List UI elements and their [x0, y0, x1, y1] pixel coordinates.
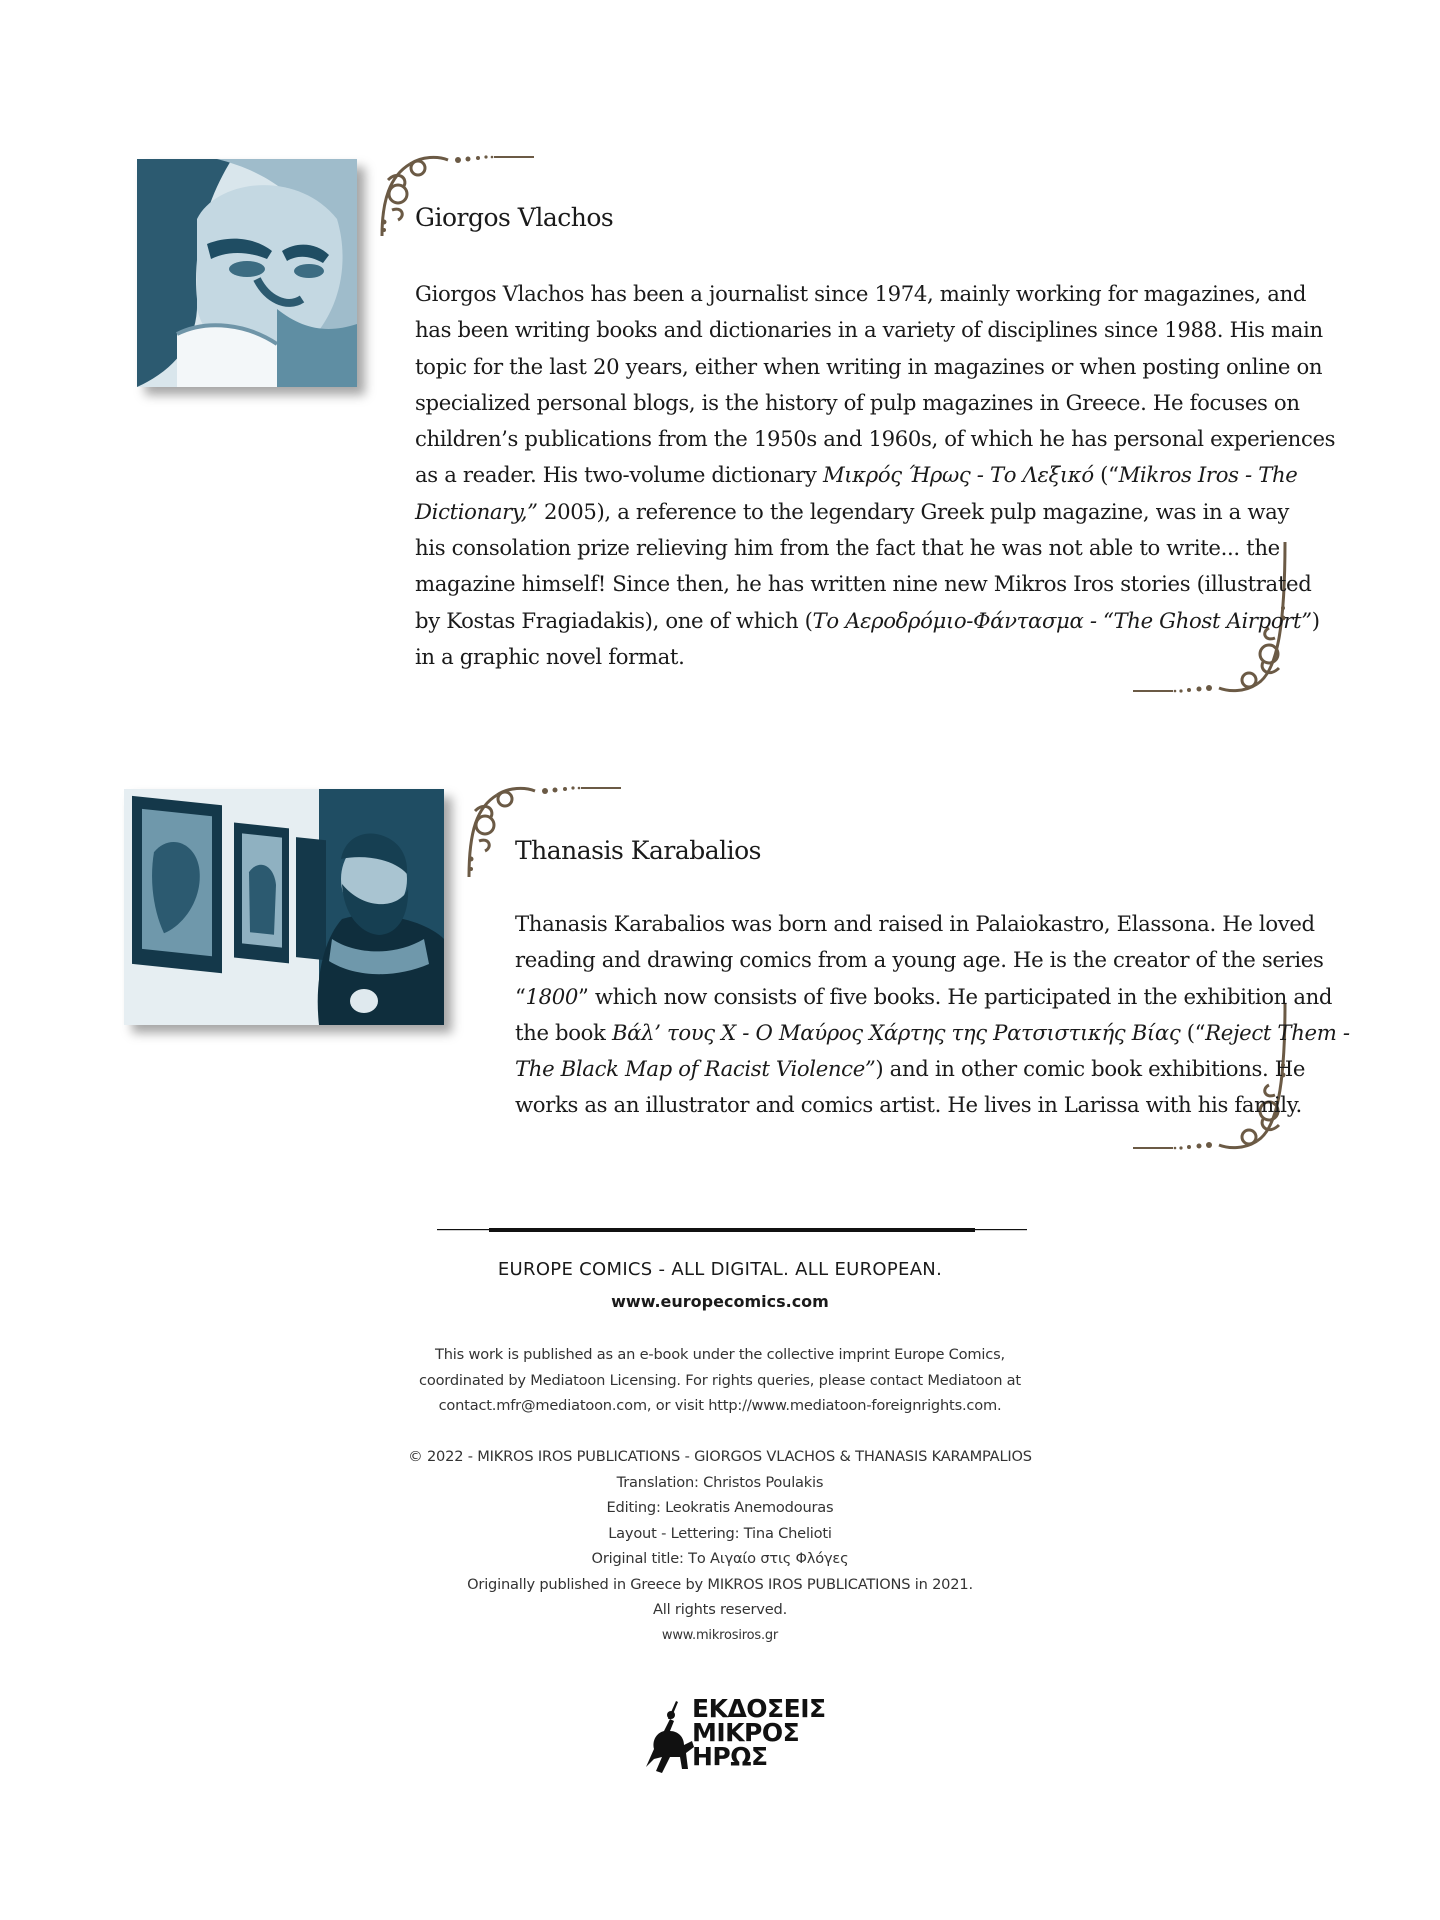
bio-line [515, 942, 1350, 978]
bio-text-run: works as an illustrator and comics artist. He lives in Larissa with his family. [515, 1092, 1302, 1118]
mikrosiros-link[interactable]: www.mikrosiros.gr [661, 1627, 779, 1643]
italic-title: The Black Map of Racist Violence” [515, 1056, 876, 1082]
notice-line: coordinated by Mediatoon Licensing. For rights queries, please contact Mediatoon at [419, 1371, 1021, 1389]
bio-line [515, 1051, 1350, 1087]
bio-text-run: his consolation prize relieving him from the fact that he was not able to write... the [415, 535, 1280, 561]
bio-text-thanasis-karabalios [515, 906, 1350, 1124]
italic-title: Βάλ’ τους Χ - Ο Μαύρος Χάρτης της Ρατσιστικής Βίας [611, 1019, 1181, 1045]
bio-line [515, 1015, 1350, 1051]
bio-text-run: “ [515, 983, 526, 1009]
horse-rider-icon [640, 1697, 700, 1777]
bio-line [515, 1087, 1350, 1123]
translation-credit: Translation: Christos Poulakis [616, 1473, 824, 1491]
bio-line [415, 494, 1335, 530]
publisher-logo [640, 1694, 826, 1777]
bio-text-run: reading and drawing comics from a young age. He is the creator of the series [515, 947, 1324, 973]
bio-text-run: specialized personal blogs, is the history of pulp magazines in Greece. He focuses on [415, 389, 1300, 415]
bio-name-thanasis-karabalios: Thanasis Karabalios [515, 836, 762, 865]
italic-title: Dictionary,” [415, 498, 538, 524]
europe-comics-tagline: EUROPE COMICS - ALL DIGITAL. ALL EUROPEAN. [497, 1259, 943, 1280]
italic-title: 1800 [525, 983, 579, 1009]
bio-text-run: as a reader. His two-volume dictionary [415, 462, 823, 488]
bio-line [415, 276, 1335, 312]
bio-text-run: in a graphic novel format. [415, 643, 685, 669]
portrait-thanasis-karabalios [124, 789, 444, 1025]
bio-text-run: Giorgos Vlachos has been a journalist since 1974, mainly working for magazines, and [415, 281, 1307, 306]
layout-credit: Layout - Lettering: Tina Chelioti [608, 1524, 832, 1542]
logo-line: ΜΙΚΡΟΣ [692, 1718, 800, 1747]
original-publication: Originally published in Greece by MIKROS IROS PUBLICATIONS in 2021. [467, 1575, 973, 1593]
bio-line [515, 906, 1350, 942]
italic-title: Reject Them - [1205, 1019, 1350, 1045]
logo-line: ΕΚΔΟΣΕΙΣ [692, 1694, 826, 1723]
publisher-logo-text [692, 1694, 826, 1771]
bio-line [415, 421, 1335, 457]
notice-line: This work is published as an e-book under the collective imprint Europe Comics, [435, 1346, 1005, 1363]
copyright-line: © 2022 - MIKROS IROS PUBLICATIONS - GIORGOS VLACHOS & THANASIS KARAMPALIOS [408, 1448, 1032, 1465]
bio-text-run: 2005), a reference to the legendary Greek pulp magazine, was in a way [537, 498, 1290, 524]
italic-title: Το Αεροδρόμιο-Φάντασμα - “The Ghost Airport” [812, 607, 1312, 633]
italic-title: Μικρός Ήρως - Το Λεξικό [822, 462, 1094, 488]
bio-line [415, 530, 1335, 566]
portrait-giorgos-vlachos [137, 159, 357, 387]
italic-title: Mikros Iros - The [1118, 462, 1298, 488]
bio-text-run: (“ [1093, 462, 1119, 488]
bio-text-run: children’s publications from the 1950s and 1960s, of which he has personal experiences [415, 426, 1336, 452]
notice-line: contact.mfr@mediatoon.com, or visit http://www.mediatoon-foreignrights.com. [438, 1397, 1002, 1414]
bio-text-run: has been writing books and dictionaries in a variety of disciplines since 1988. His main [415, 317, 1323, 343]
bio-line [415, 566, 1335, 602]
bio-text-run: magazine himself! Since then, he has written nine new Mikros Iros stories (illustrated [415, 571, 1312, 597]
credits-block [0, 1444, 1440, 1648]
bio-line [415, 457, 1335, 493]
bio-text-run: the book [515, 1019, 612, 1045]
bio-name-giorgos-vlachos: Giorgos Vlachos [415, 203, 614, 232]
bio-text-run: topic for the last 20 years, either when writing in magazines or when posting online on [415, 353, 1323, 379]
footer-divider [437, 1227, 1027, 1233]
bio-line [415, 349, 1335, 385]
bio-text-run: (“ [1180, 1019, 1206, 1045]
bio-line [415, 639, 1335, 675]
bio-line [515, 979, 1350, 1015]
bio-line [415, 312, 1335, 348]
editing-credit: Editing: Leokratis Anemodouras [606, 1499, 834, 1516]
logo-line: ΗΡΩΣ [692, 1742, 768, 1771]
corner-flourish-icon [465, 781, 621, 881]
rights-reserved: All rights reserved. [652, 1601, 788, 1618]
bio-text-run: Thanasis Karabalios was born and raised in Palaiokastro, Elassona. He loved [515, 911, 1315, 936]
bio-text-giorgos-vlachos [415, 276, 1335, 675]
bio-text-run: ) [1311, 607, 1320, 633]
original-title: Original title: Το Αιγαίο στις Φλόγες [591, 1550, 849, 1567]
bio-text-run: ) and in other comic book exhibitions. He [875, 1056, 1306, 1082]
bio-text-run: by Kostas Fragiadakis), one of which ( [415, 607, 813, 633]
publication-notice [0, 1342, 1440, 1419]
europe-comics-link[interactable]: www.europecomics.com [611, 1292, 829, 1311]
bio-line [415, 385, 1335, 421]
bio-text-run: ” which now consists of five books. He participated in the exhibition and [578, 983, 1333, 1009]
bio-line [415, 603, 1335, 639]
